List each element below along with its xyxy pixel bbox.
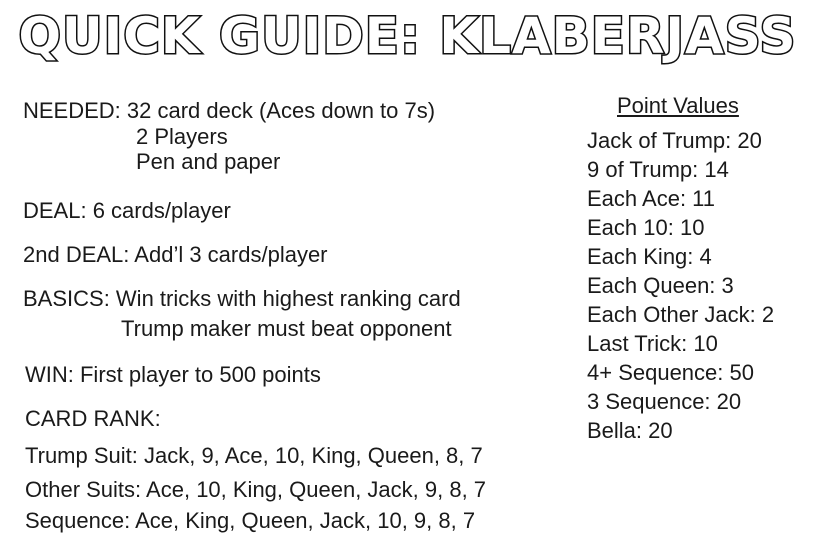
list-item: Jack of Trump: 20 <box>587 128 762 153</box>
needed-players: 2 Players <box>136 124 228 149</box>
card-rank-sequence: Sequence: Ace, King, Queen, Jack, 10, 9, 8, 7 <box>25 508 476 533</box>
list-item: Each Queen: 3 <box>587 273 734 298</box>
win-text: WIN: First player to 500 points <box>25 362 321 387</box>
list-item: 4+ Sequence: 50 <box>587 360 754 385</box>
card-rank-other: Other Suits: Ace, 10, King, Queen, Jack, 9, 8, 7 <box>25 477 487 502</box>
list-item: 9 of Trump: 14 <box>587 157 729 182</box>
list-item: Each 10: 10 <box>587 215 705 240</box>
point-values-list <box>587 126 774 445</box>
list-item: Each King: 4 <box>587 244 712 269</box>
needed-label: NEEDED: 32 card deck (Aces down to 7s) <box>23 98 436 123</box>
point-values-heading: Point Values <box>617 93 739 118</box>
basics-line-1: BASICS: Win tricks with highest ranking card <box>23 286 461 311</box>
list-item: Bella: 20 <box>587 418 673 443</box>
page-title: QUICK GUIDE: KLABERJASS <box>18 7 797 65</box>
list-item: Each Other Jack: 2 <box>587 302 775 327</box>
list-item: Each Ace: 11 <box>587 186 716 211</box>
card-rank-trump: Trump Suit: Jack, 9, Ace, 10, King, Queen, 8, 7 <box>25 443 483 468</box>
list-item: 3 Sequence: 20 <box>587 389 742 414</box>
second-deal-text: 2nd DEAL: Add’l 3 cards/player <box>23 242 328 267</box>
card-rank-heading: CARD RANK: <box>25 406 161 431</box>
deal-text: DEAL: 6 cards/player <box>23 198 231 223</box>
needed-supplies: Pen and paper <box>136 149 281 174</box>
list-item: Last Trick: 10 <box>587 331 718 356</box>
basics-line-2: Trump maker must beat opponent <box>121 316 452 341</box>
